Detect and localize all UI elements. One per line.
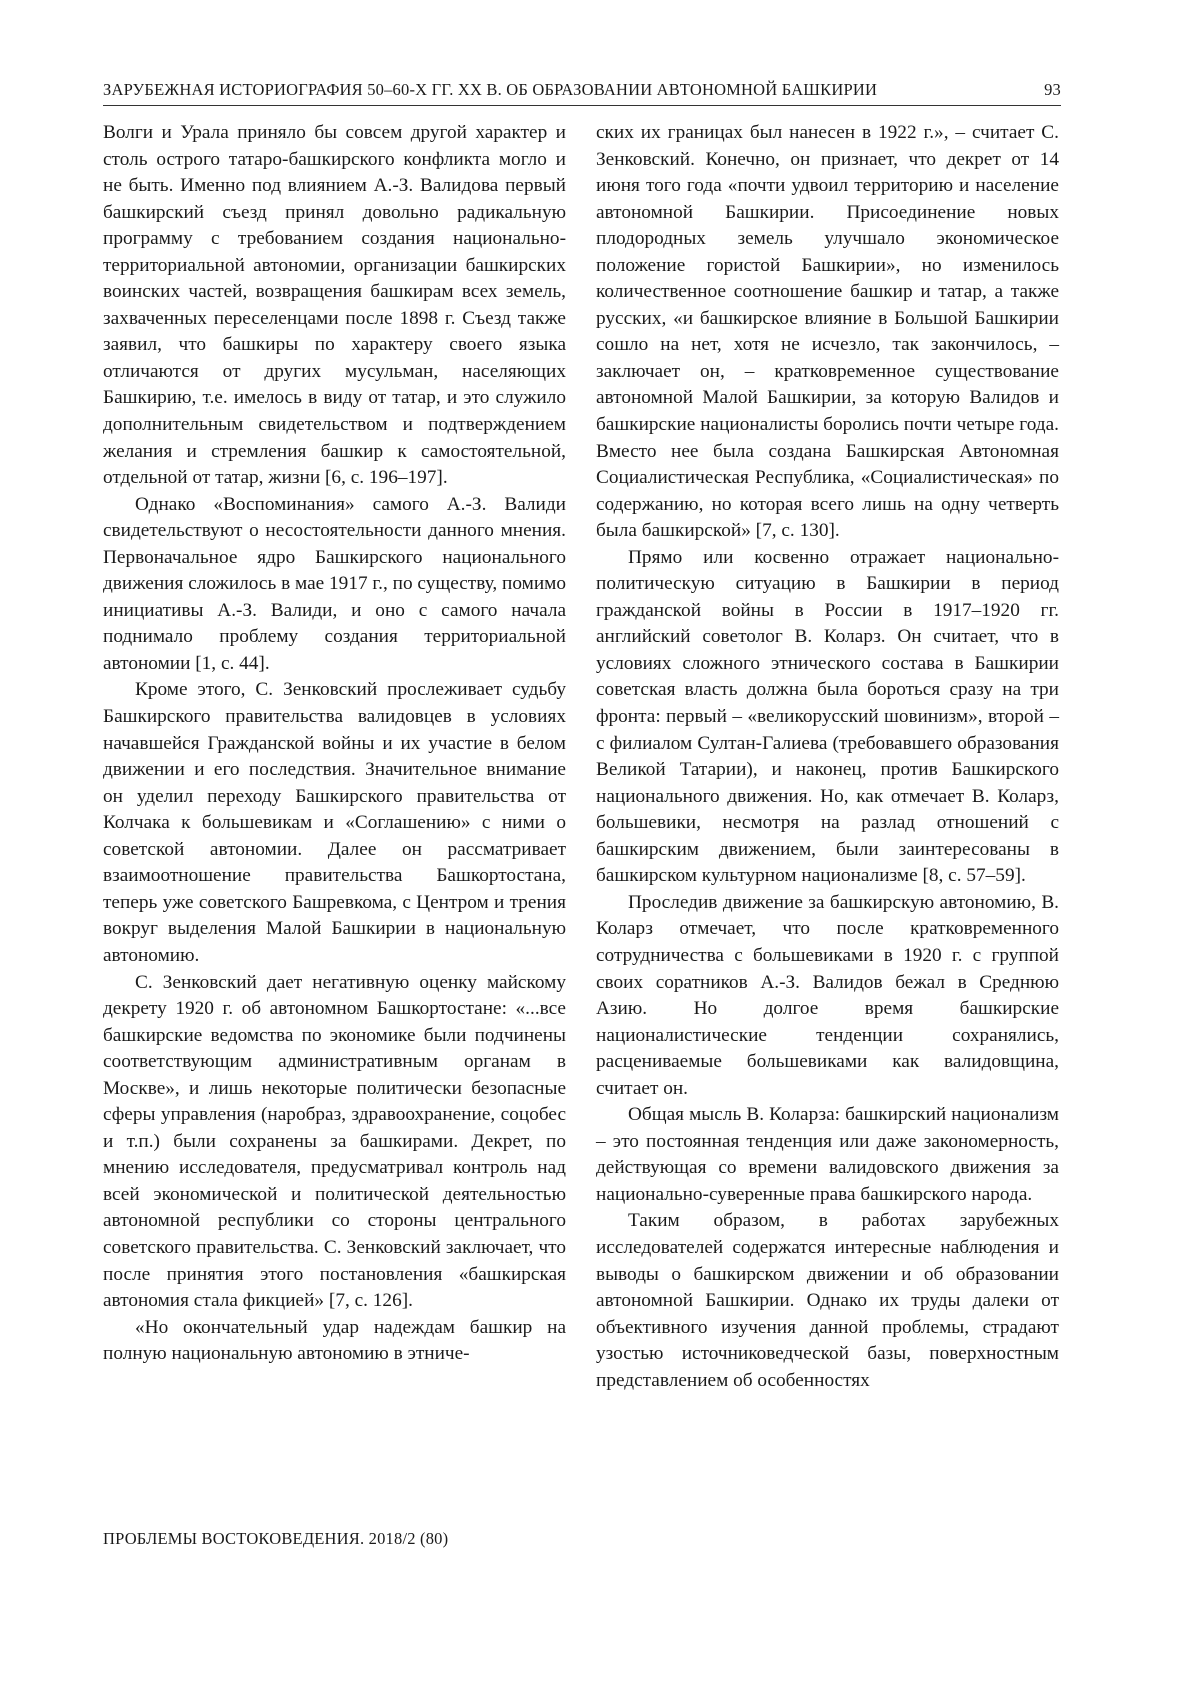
paragraph: Кроме этого, С. Зенковский прослеживает судьбу Башкирского правительства валидовцев в условиях начавшейся Гражданской войны и их участие в белом движении и его последствия. Значительное внимание он уделил переходу Башкирского правительства от Колчака к большевикам и «Соглашению» с ними о советской автономии. Далее он рассматривает взаимоотношение правительства Башкортостана, теперь уже советского Башревкома, с Центром и трения вокруг выделения Малой Башкирии в национальную автономию. bbox=[103, 679, 566, 966]
paragraph: Волги и Урала приняло бы совсем другой характер и столь острого татаро-башкирского конфликта могло и не быть. Именно под влиянием А.-З. Валидова первый башкирский съезд принял довольно радикальную программу с требованием создания национально-территориальной автономии, организации башкирских воинских частей, возвращения башкирам всех земель, захваченных переселенцами после 1898 г. Съезд также заявил, что башкиры по характеру своего языка отличаются от других мусульман, населяющих Башкирию, т.е. имелось в виду от татар, и это служило дополнительным свидетельством и подтверждением желания и стремления башкир к самостоятельной, отдельной от татар, жизни [6, с. 196–197]. bbox=[103, 122, 566, 489]
paragraph: ских их границах был нанесен в 1922 г.», – считает С. Зенковский. Конечно, он признает, что декрет от 14 июня того года «почти удвоил территорию и население автономной Башкирии. Присоединение новых плодородных земель улучшало экономическое положение гористой Башкирии», но изменилось количественное соотношение башкир и татар, а также русских, «и башкирское влияние в Большой Башкирии сошло на нет, хотя не исчезло, так закончилось, – заключает он, – кратковременное существование автономной Малой Башкирии, за которую Валидов и башкирские националисты боролись почти четыре года. Вместо нее была создана Башкирская Автономная Социалистическая Республика, «Социалистическая» по содержанию, но которая всего лишь на одну четверть была башкирской» [7, с. 130]. bbox=[596, 122, 1059, 542]
paragraph: Проследив движение за башкирскую автономию, В. Коларз отмечает, что после кратковременного сотрудничества с большевиками в 1920 г. с группой своих соратников А.-З. Валидов бежал в Среднюю Азию. Но долгое время башкирские националистические тенденции сохранялись, расцениваемые большевиками как валидовщина, считает он. bbox=[596, 891, 1059, 1099]
page-number: 93 bbox=[1044, 80, 1061, 99]
journal-footer: ПРОБЛЕМЫ ВОСТОКОВЕДЕНИЯ. 2018/2 (80) bbox=[103, 1529, 449, 1548]
paragraph: Таким образом, в работах зарубежных исследователей содержатся интересные наблюдения и выводы о башкирском движении и об образовании автономной Башкирии. Однако их труды далеки от объективного изучения данной проблемы, страдают узостью источниковедческой базы, поверхностным представлением об особенностях bbox=[596, 1210, 1059, 1391]
right-column bbox=[596, 120, 1059, 1394]
running-header bbox=[103, 76, 1061, 106]
running-header-title: ЗАРУБЕЖНАЯ ИСТОРИОГРАФИЯ 50–60-Х ГГ. ХХ В. ОБ ОБРАЗОВАНИИ АВТОНОМНОЙ БАШКИРИИ bbox=[103, 80, 878, 99]
paragraph: «Но окончательный удар надеждам башкир на полную национальную автономию в этниче- bbox=[103, 1316, 566, 1365]
paragraph: С. Зенковский дает негативную оценку майскому декрету 1920 г. об автономном Башкортостане: «...все башкирские ведомства по экономике были подчинены соответствующим административным органам в Москве», и лишь некоторые политически безопасные сферы управления (наробраз, здравоохранение, соцобес и т.п.) были сохранены за башкирами. Декрет, по мнению исследователя, предусматривал контроль над всей экономической и политической деятельностью автономной республики со стороны центрального советского правительства. С. Зенковский заключает, что после принятия этого постановления «башкирская автономия стала фикцией» [7, с. 126]. bbox=[103, 971, 566, 1312]
left-column bbox=[103, 120, 566, 1368]
paragraph: Общая мысль В. Коларза: башкирский национализм – это постоянная тенденция или даже закономерность, действующая со времени валидовского движения за национально-суверенные права башкирского народа. bbox=[596, 1104, 1059, 1205]
paragraph: Однако «Воспоминания» самого А.-З. Валиди свидетельствуют о несостоятельности данного мнения. Первоначальное ядро Башкирского национального движения сложилось в мае 1917 г., по существу, помимо инициативы А.-З. Валиди, и оно с самого начала поднимало проблему создания территориальной автономии [1, с. 44]. bbox=[103, 493, 566, 674]
paragraph: Прямо или косвенно отражает национально-политическую ситуацию в Башкирии в период гражданской войны в России в 1917–1920 гг. английский советолог В. Коларз. Он считает, что в условиях сложного этнического состава в Башкирии советская власть должна была бороться сразу на три фронта: первый – «великорусский шовинизм», второй – с филиалом Султан-Галиева (требовавшего образования Великой Татарии), и наконец, против Башкирского национального движения. Но, как отмечает В. Коларз, большевики, несмотря на разлад отношений с башкирским движением, были заинтересованы в башкирском культурном национализме [8, с. 57–59]. bbox=[596, 546, 1059, 887]
